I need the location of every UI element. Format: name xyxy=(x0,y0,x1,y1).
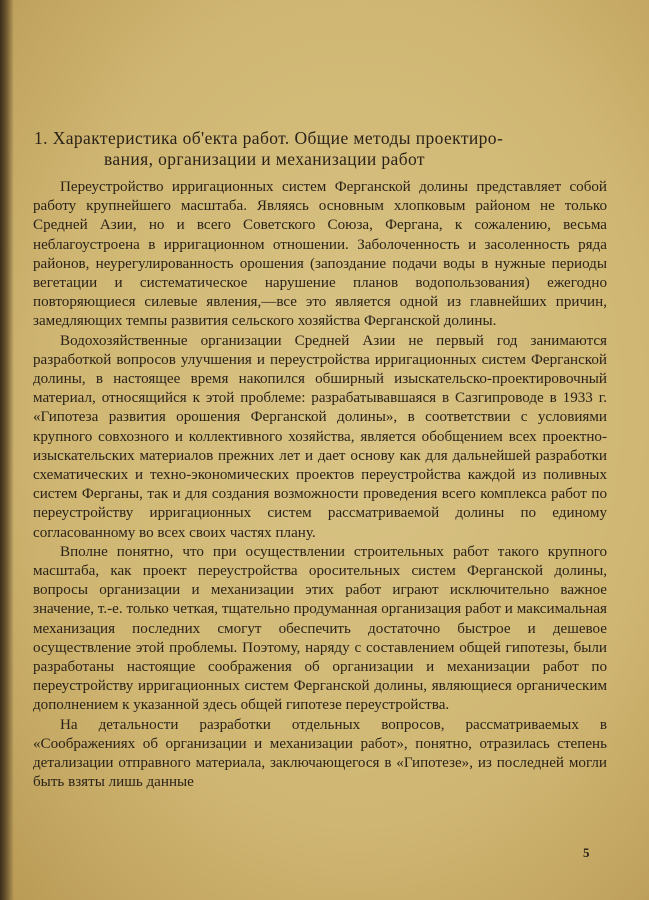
paragraph: На детальности разработки отдельных вопросов, рассматриваемых в «Соображениях об организации и механизации работ», понятно, отразилась степень детализации отправного материала, заключающегося в «Гипотезе», из последней могли быть взяты лишь данные xyxy=(33,716,607,791)
paragraph: Вполне понятно, что при осуществлении строительных работ такого крупного масштаба, как проект переустройства оросительных систем Ферганской долины, вопросы организации и механизации этих работ играют исключительно важное значение, т.-е. только четкая, тщательно продуманная организация работ и максимальная механизация последних смогут обеспечить достаточно быстрое и дешевое осуществление этой проблемы. Поэтому, наряду с составлением общей гипотезы, были разработаны настоящие соображения об организации и механизации работ по переустройству ирригационных систем Ферганской долины, являющиеся органическим дополнением к указанной здесь общей гипотезе переустройства. xyxy=(33,543,607,714)
paragraph: Водохозяйственные организации Средней Азии не первый год занимаются разработкой вопросов улучшения и переустройства ирригационных систем Ферганской долины, в настоящее время накопился обширный изыскательско-проектировочный материал, относящийся к этой проблеме: разрабатывавшаяся в Сазгипроводе в 1933 г. «Гипотеза развития орошения Ферганской долины», в соответствии с условиями крупного совхозного и коллективного хозяйства, является обобщением всех проектно-изыскательских материалов прежних лет и дает основу как для дальнейшей разработки схематических и техно-экономических проектов переустройства каждой из поливных систем Ферганы, так и для создания возможности проведения всего комплекса работ по переустройству ирригационных систем рассматриваемой долины по единому согласованному во всех своих частях плану. xyxy=(33,332,607,541)
page-gutter-shadow xyxy=(0,0,14,900)
page-number: 5 xyxy=(583,845,590,860)
section-heading xyxy=(34,128,614,170)
body-text xyxy=(33,178,607,793)
section-heading-line-1: 1. Характеристика об'екта работ. Общие методы проектиро- xyxy=(34,128,504,148)
section-heading-line-2: вания, организации и механизации работ xyxy=(104,149,425,169)
paragraph: Переустройство ирригационных систем Ферганской долины представляет собой работу крупнейшего масштаба. Являясь основным хлопковым районом не только Средней Азии, но и всего Советского Союза, Фергана, к сожалению, весьма неблагоустроена в ирригационном отношении. Заболоченность и засоленность ряда районов, неурегулированность орошения (запоздание подачи воды в нужные периоды вегетации и систематическое нарушение планов водопользования) ежегодно повторяющиеся силевые явления,—все это является одной из главнейших причин, замедляющих темпы развития сельского хозяйства Ферганской долины. xyxy=(33,179,607,330)
